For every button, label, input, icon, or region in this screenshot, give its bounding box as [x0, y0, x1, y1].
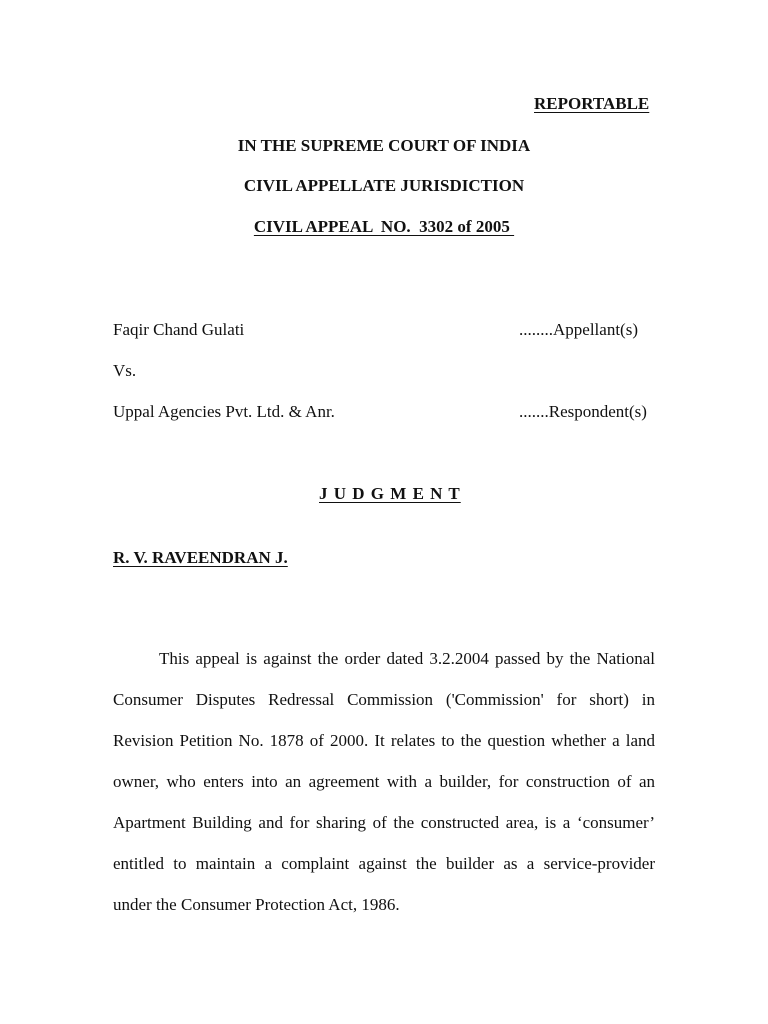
paragraph-line: under the Consumer Protection Act, 1986. [113, 895, 400, 914]
reportable-label: REPORTABLE [534, 94, 650, 113]
paragraph-line: entitled to maintain a complaint against the builder as a service-provider [113, 854, 655, 873]
judge-name: R. V. RAVEENDRAN J. [113, 548, 288, 567]
versus-label: Vs. [113, 361, 137, 380]
paragraph-line: This appeal is against the order dated 3.2.2004 passed by the National [159, 649, 655, 668]
paragraph-line: Revision Petition No. 1878 of 2000. It relates to the question whether a land [113, 731, 655, 750]
appellant-name: Faqir Chand Gulati [113, 320, 245, 339]
court-title: IN THE SUPREME COURT OF INDIA [237, 136, 531, 155]
appellant-role: ........Appellant(s) [519, 320, 638, 339]
judgment-heading: J U D G M E N T [319, 484, 461, 503]
paragraph-line: Consumer Disputes Redressal Commission ('Commission' for short) in [113, 690, 655, 709]
paragraph-line: Apartment Building and for sharing of the constructed area, is a ‘consumer’ [113, 813, 655, 832]
jurisdiction-title: CIVIL APPELLATE JURISDICTION [243, 176, 525, 195]
appeal-number: CIVIL APPEAL NO. 3302 of 2005 [253, 217, 515, 236]
paragraph-line: owner, who enters into an agreement with a builder, for construction of an [113, 772, 655, 791]
respondent-role: .......Respondent(s) [519, 402, 647, 421]
respondent-name: Uppal Agencies Pvt. Ltd. & Anr. [113, 402, 335, 421]
